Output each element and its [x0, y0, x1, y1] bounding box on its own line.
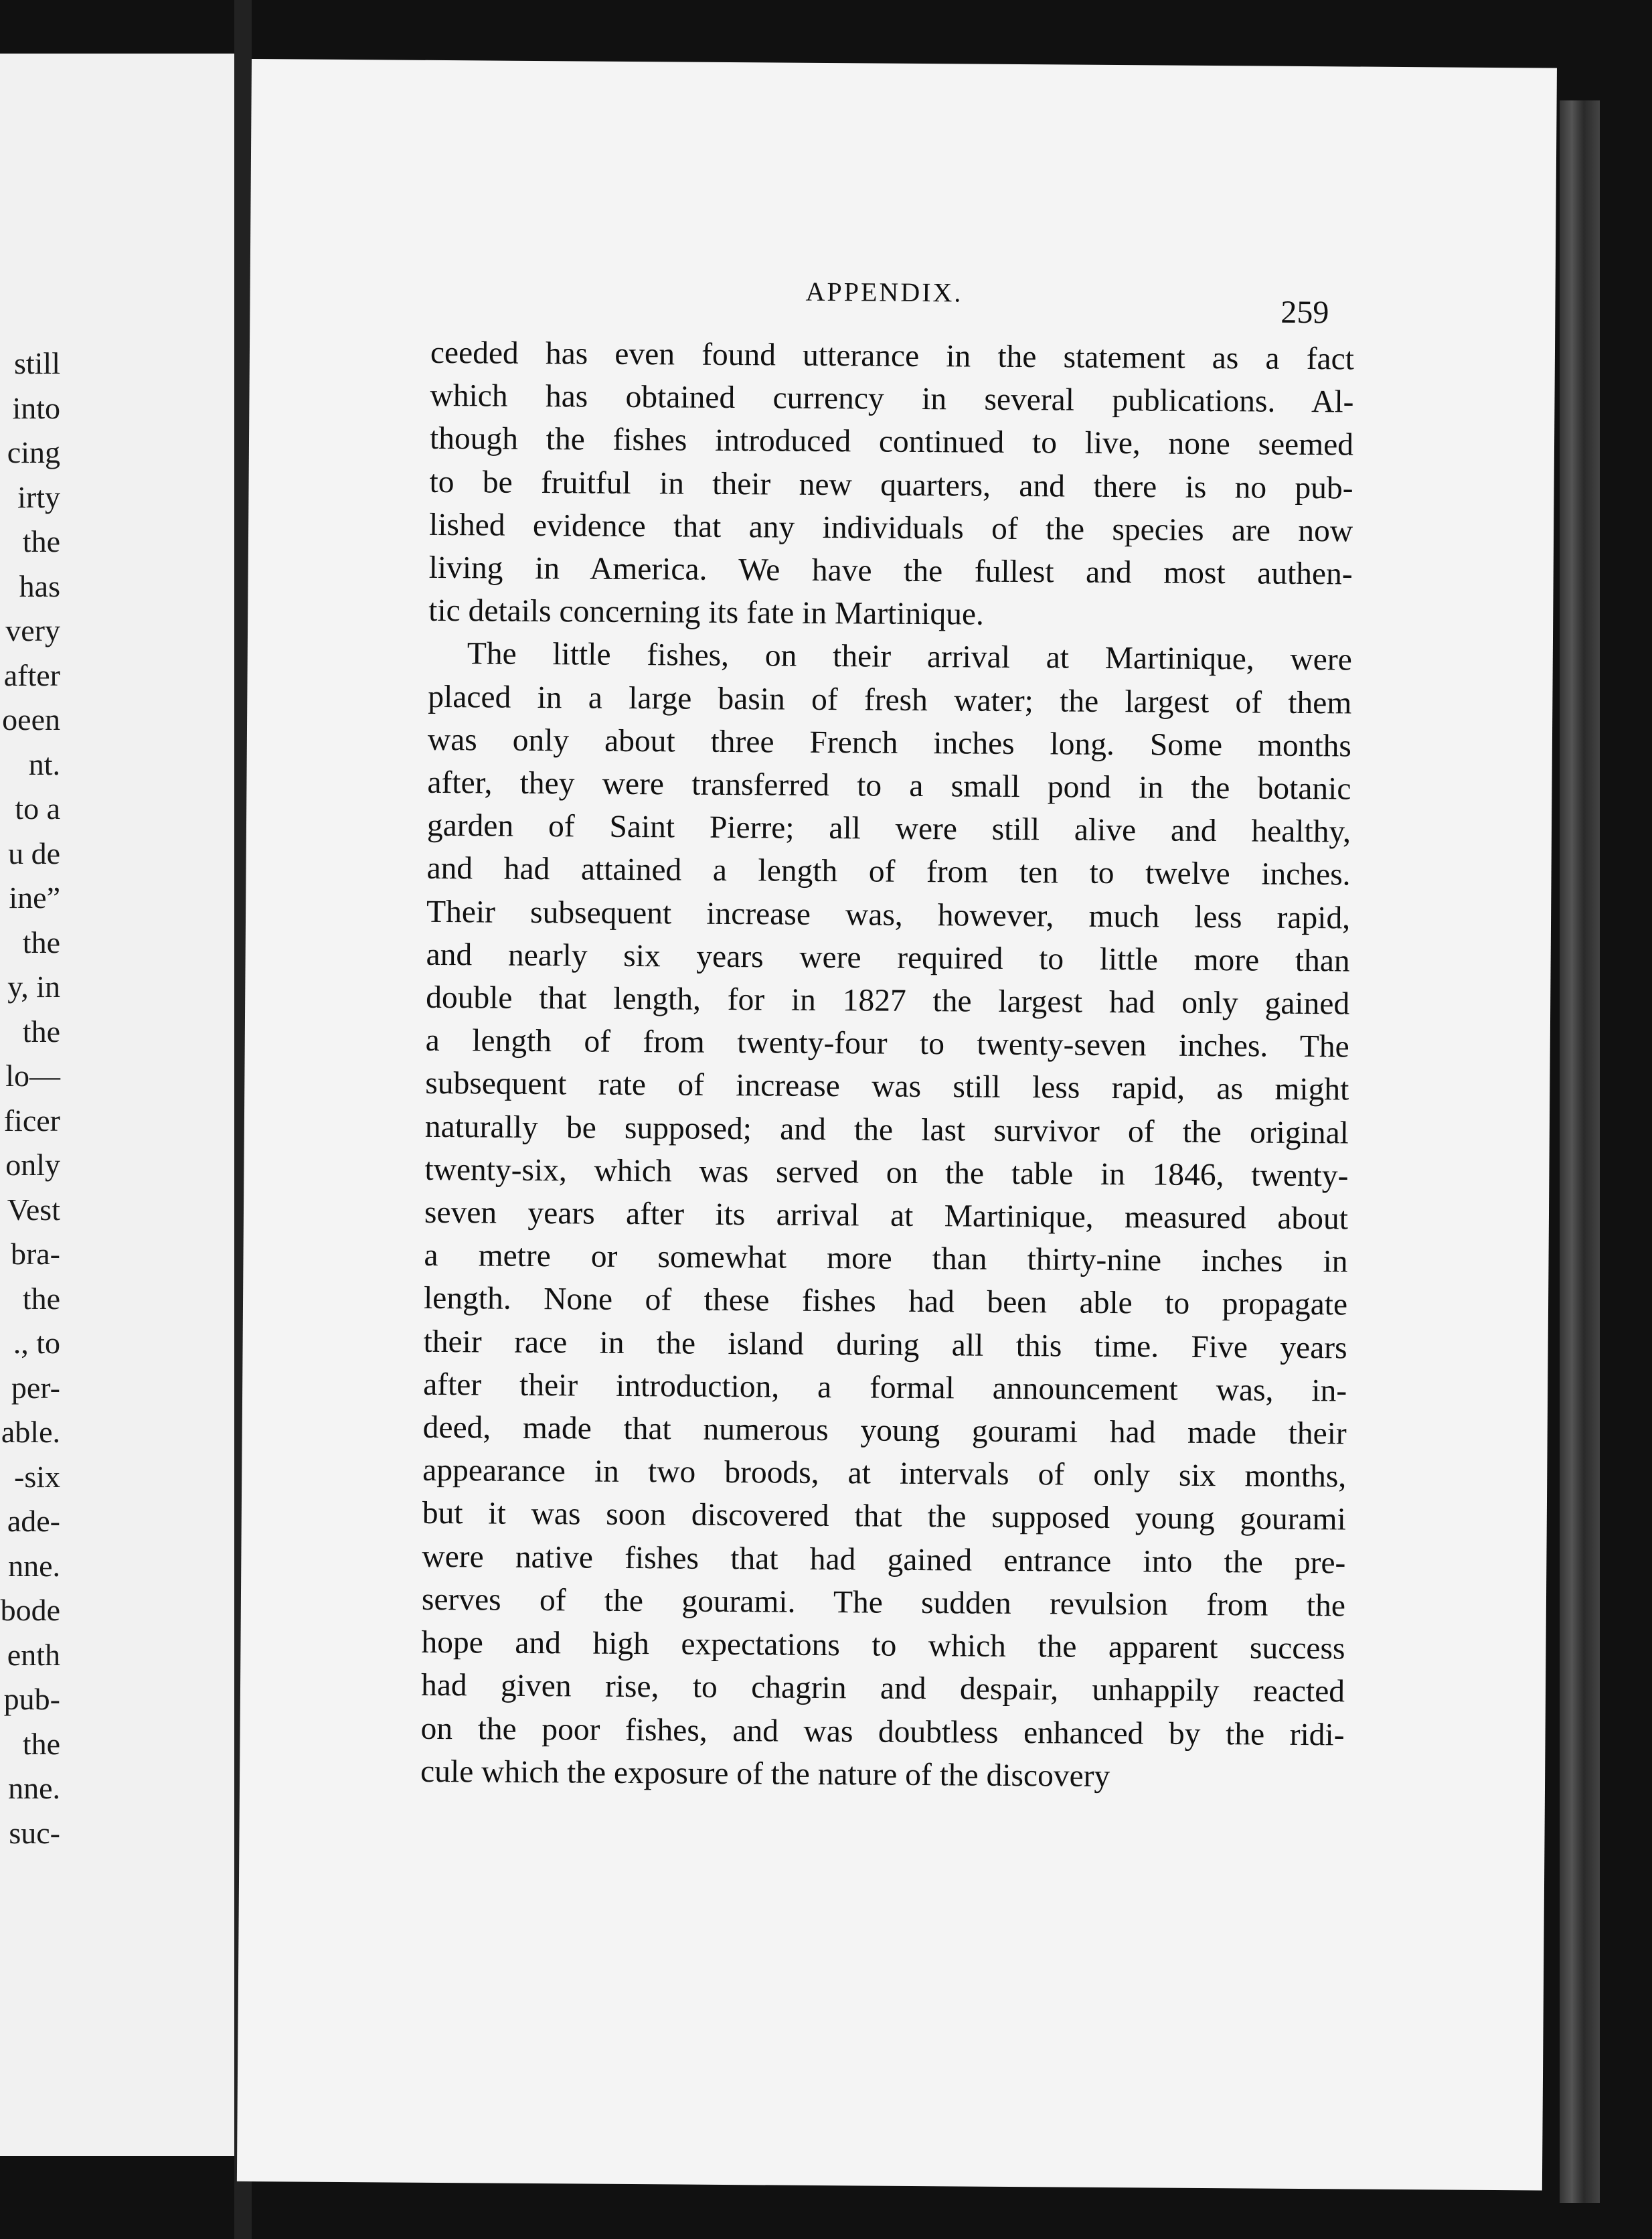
text-line: hope and high expectations to which the apparent success [421, 1624, 1345, 1667]
text-line: double that length, for in 1827 the largest had only gained [426, 980, 1350, 1022]
left-page-line: nne. [8, 1548, 60, 1583]
left-page-text [0, 341, 60, 1855]
left-page-line: u de [8, 836, 60, 870]
left-page-line: ., to [13, 1326, 60, 1360]
left-page-line: the [22, 1726, 60, 1761]
text-line: subsequent rate of increase was still less rapid, as might [425, 1066, 1349, 1107]
left-page-line: per- [11, 1370, 60, 1405]
text-line: Their subsequent increase was, however, much less rapid, [426, 894, 1351, 936]
left-page-line: -six [14, 1459, 60, 1494]
text-line: living in America. We have the fullest and most authen- [428, 550, 1353, 592]
text-line: ceeded has even found utterance in the statement as a fact [430, 335, 1355, 377]
left-page-line: able. [1, 1415, 60, 1449]
text-line: a metre or somewhat more than thirty-nine inches in [424, 1238, 1348, 1280]
left-page-line: very [5, 613, 60, 647]
text-line: though the fishes introduced continued to live, none seemed [429, 421, 1354, 463]
text-line: appearance in two broods, at intervals of only six months, [422, 1453, 1347, 1494]
text-line: lished evidence that any individuals of the species are now [428, 507, 1353, 549]
text-line: their race in the island during all this time. Five years [423, 1324, 1347, 1366]
text-line: and nearly six years were required to little more than [426, 937, 1350, 979]
left-page-line: oeen [2, 702, 60, 737]
left-page-line: bra- [10, 1237, 60, 1271]
left-page-line: y, in [7, 970, 60, 1004]
text-line: serves of the gourami. The sudden revulsion from the [421, 1581, 1346, 1624]
left-page-line: nt. [28, 747, 60, 781]
text-line: cule which the exposure of the nature of the discovery [420, 1754, 1110, 1794]
text-line: placed in a large basin of fresh water; the largest of them [428, 679, 1352, 721]
text-line: but it was soon discovered that the supposed young gourami [422, 1496, 1346, 1537]
text-line: The little fishes, on their arrival at Martinique, were [467, 636, 1352, 678]
left-page-line: bode [0, 1593, 60, 1627]
left-page-line: suc- [9, 1815, 60, 1850]
left-page-line: only [5, 1148, 60, 1182]
text-line: and had attained a length of from ten to twelve inches. [426, 851, 1351, 893]
text-line: seven years after its arrival at Martinique, measured about [424, 1194, 1349, 1237]
text-line: deed, made that numerous young gourami had made their [422, 1409, 1347, 1452]
right-page [237, 59, 1557, 2191]
left-page-line: ade- [7, 1504, 60, 1538]
left-page-line: the [22, 1281, 60, 1316]
text-line: a length of from twenty-four to twenty-seven inches. The [425, 1023, 1349, 1065]
left-page-line: into [12, 390, 60, 425]
text-line: length. None of these fishes had been able to propagate [423, 1281, 1348, 1322]
left-page [0, 54, 234, 2156]
text-line: was only about three French inches long. Some months [427, 722, 1352, 764]
text-line: had given rise, to chagrin and despair, unhappily reacted [420, 1668, 1345, 1709]
left-page-line: irty [17, 479, 60, 514]
text-line: after, they were transferred to a small pond in the botanic [427, 765, 1351, 807]
left-page-line: after [3, 658, 60, 692]
left-page-line: Vest [7, 1192, 60, 1227]
left-page-line: cing [7, 435, 60, 469]
page-edges [1560, 100, 1600, 2203]
left-page-line: the [22, 925, 60, 959]
left-page-line: lo— [5, 1059, 60, 1093]
left-page-line: nne. [8, 1771, 60, 1805]
page-number: 259 [1281, 294, 1329, 331]
text-line: on the poor fishes, and was doubtless enhanced by the ridi- [420, 1711, 1345, 1752]
text-line: twenty-six, which was served on the table in 1846, twenty- [424, 1152, 1349, 1194]
text-line: garden of Saint Pierre; all were still alive and healthy, [426, 808, 1351, 850]
left-page-line: still [13, 346, 60, 380]
left-page-line: ine” [9, 880, 60, 915]
text-line: after their introduction, a formal announcement was, in- [423, 1367, 1347, 1409]
left-page-line: has [19, 568, 60, 603]
text-line: tic details concerning its fate in Martinique. [428, 593, 985, 632]
left-page-line: pub- [3, 1682, 60, 1716]
text-line: were native fishes that had gained entrance into the pre- [422, 1539, 1346, 1581]
left-page-line: the [22, 1014, 60, 1049]
left-page-line: ficer [3, 1103, 60, 1138]
text-line: naturally be supposed; and the last survivor of the original [424, 1109, 1349, 1151]
left-page-line: the [22, 524, 60, 558]
text-line: to be fruitful in their new quarters, and there is no pub- [429, 464, 1353, 506]
body-text [420, 331, 1354, 1799]
left-page-line: enth [7, 1637, 60, 1672]
running-head: APPENDIX. [805, 276, 963, 308]
left-page-line: to a [15, 791, 60, 826]
text-line: which has obtained currency in several publications. Al- [430, 378, 1354, 420]
